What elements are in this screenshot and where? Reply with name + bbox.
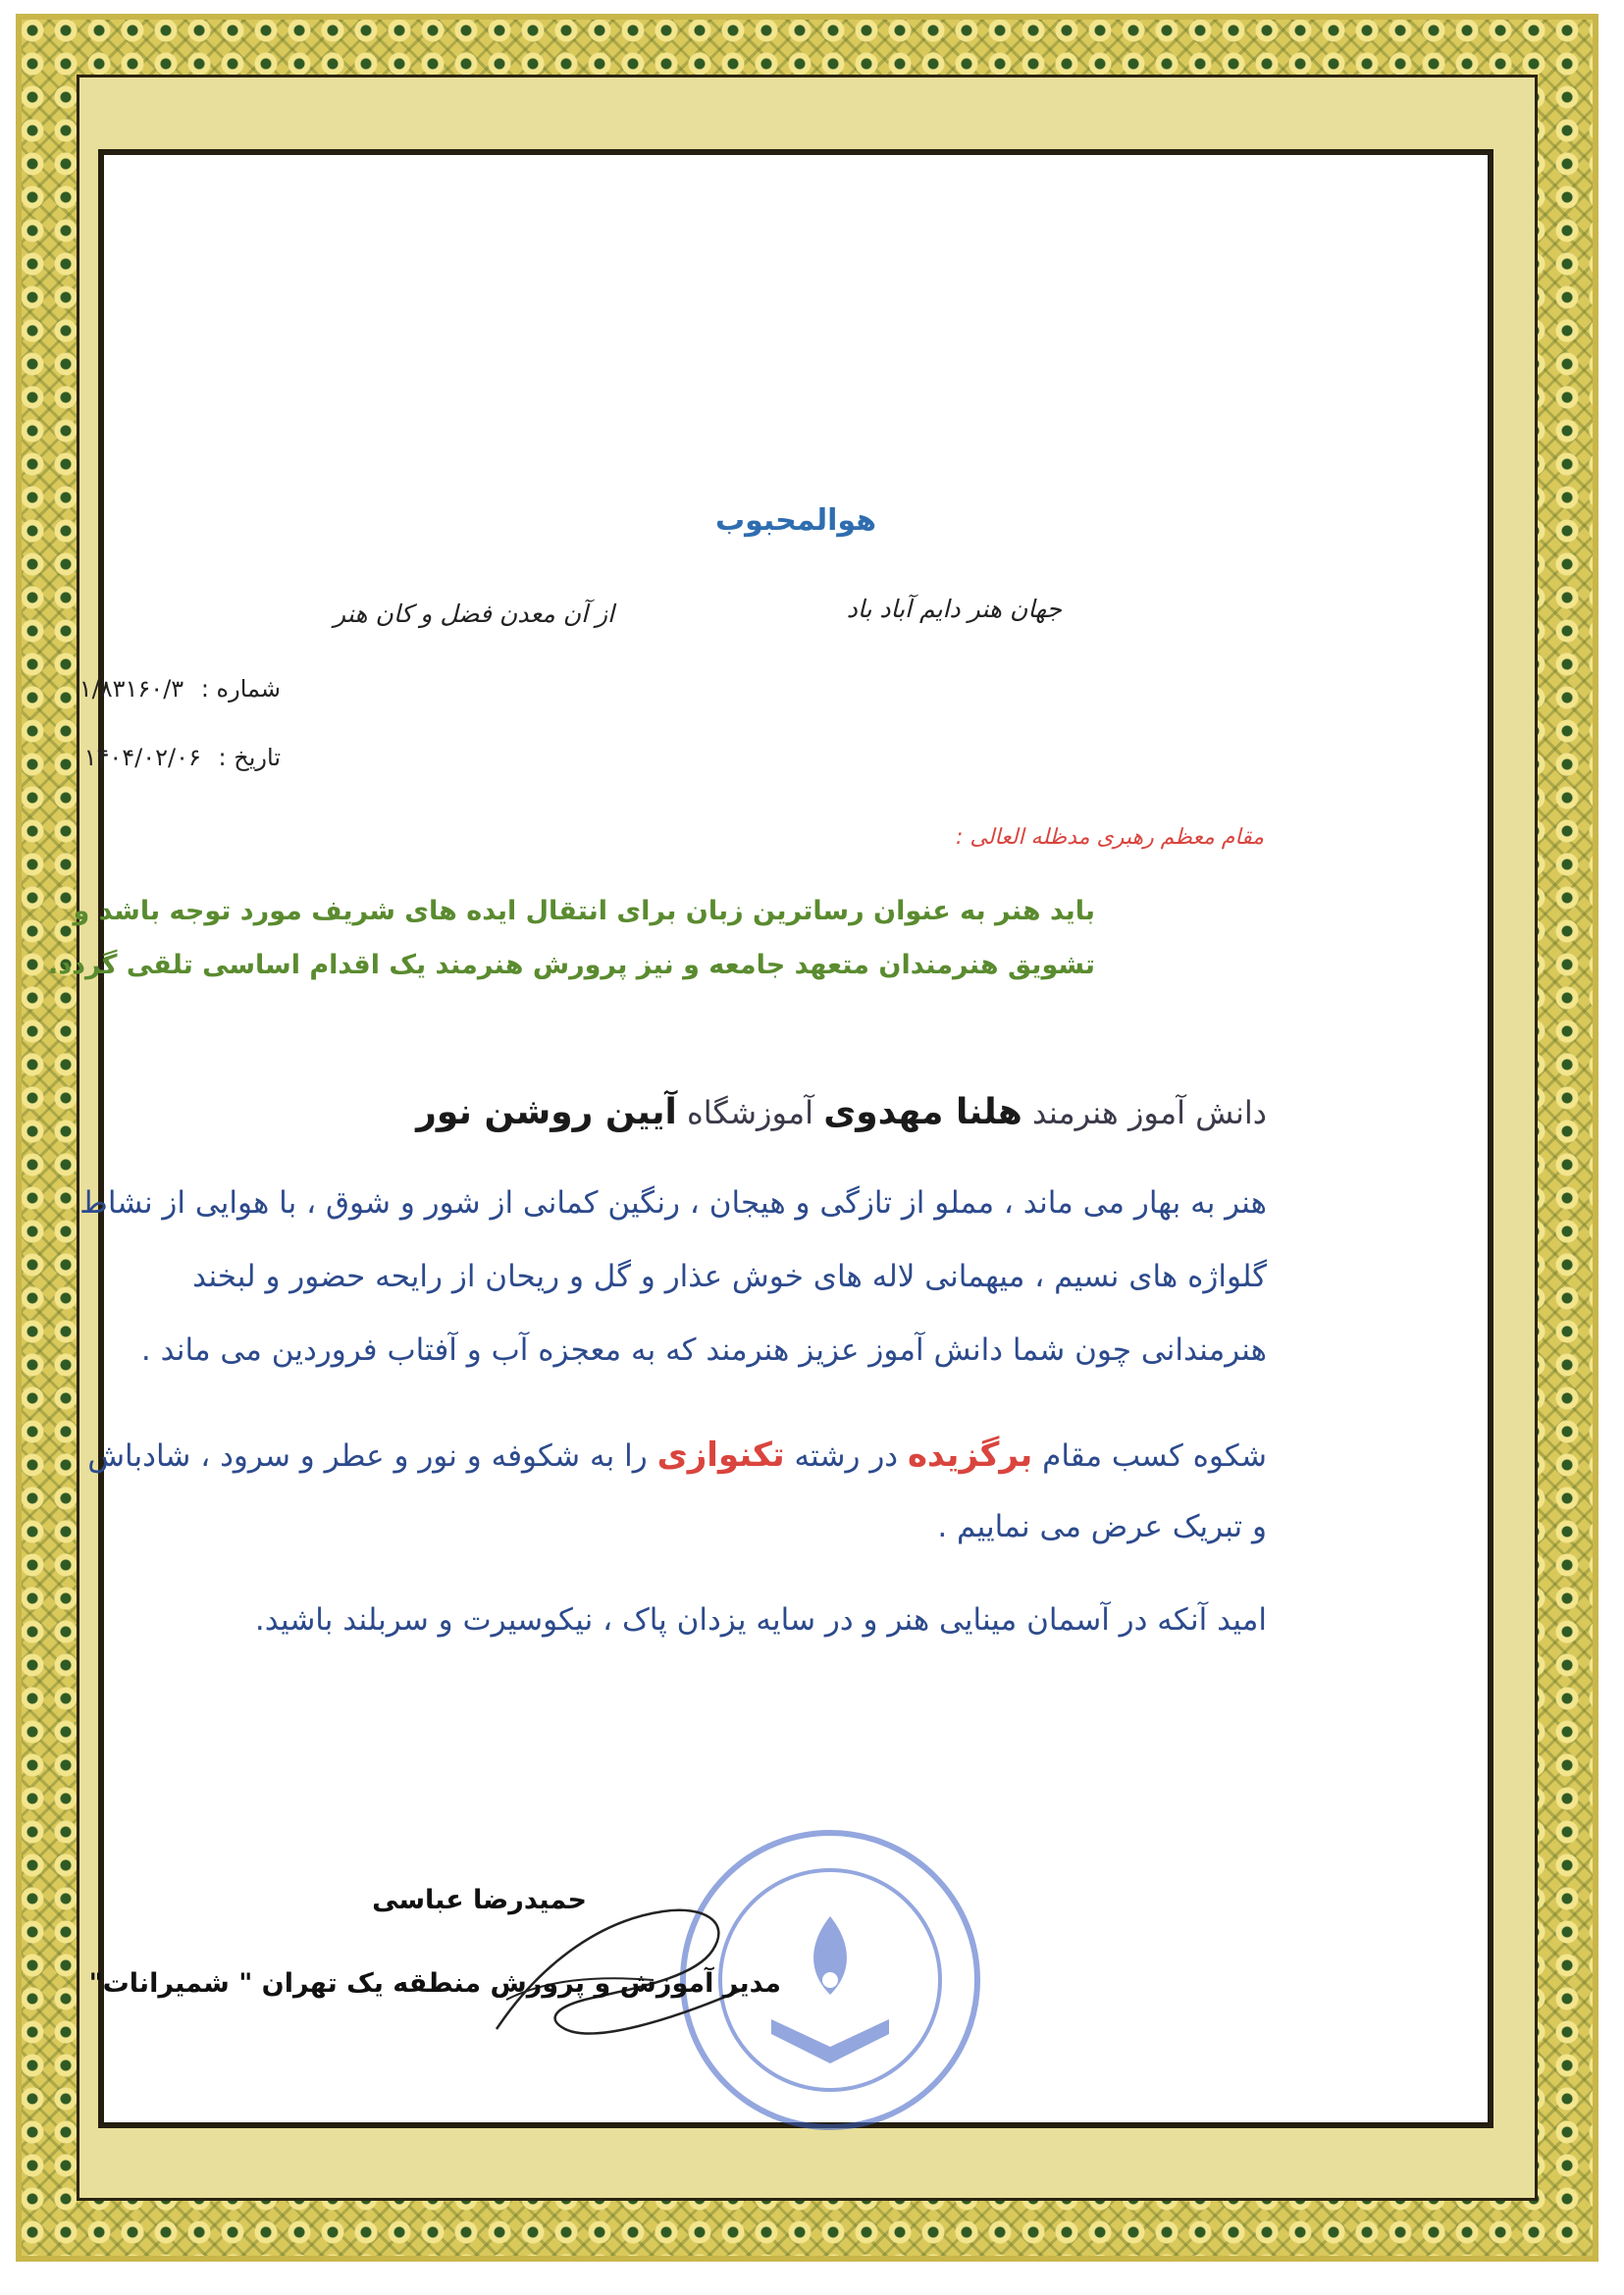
number-value: ۱/۸۳۱۶۰/۳	[79, 675, 184, 703]
recipient-prefix: دانش آموز هنرمند	[1032, 1094, 1267, 1131]
para2-pre: شکوه کسب مقام	[1042, 1438, 1267, 1474]
letter-number	[79, 675, 281, 703]
number-label: شماره :	[200, 675, 281, 703]
school-prefix: آموزشگاه	[687, 1094, 814, 1131]
signer-title: مدیر آموزش و پرورش منطقه یک تهران " شمیرانات"	[88, 1968, 781, 1999]
recipient-name: هلنا مهدوی	[823, 1092, 1022, 1132]
letter-date	[84, 744, 281, 771]
paragraph-2-line-1	[87, 1435, 1267, 1475]
paragraph-1-line-3: هنرمندانی چون شما دانش آموز عزیز هنرمند که به معجزه آب و آفتاب فروردین می ماند .	[140, 1332, 1267, 1368]
date-label: تاریخ :	[218, 744, 281, 771]
field-highlight: تکنوازی	[656, 1435, 785, 1475]
page-title: هوالمحبوب	[714, 503, 877, 538]
rank-highlight: برگزیده	[907, 1435, 1033, 1475]
para2-mid: در رشته	[794, 1438, 899, 1474]
certificate-paper	[48, 149, 1493, 2128]
school-name: آیین روشن نور	[416, 1092, 677, 1132]
date-value: ۱۴۰۴/۰۲/۰۶	[83, 744, 201, 771]
para2-post: را به شکوفه و نور و عطر و سرود ، شادباش	[87, 1438, 648, 1474]
paragraph-2-line-2: و تبریک عرض می نماییم .	[937, 1509, 1267, 1544]
quote-line-1: باید هنر به عنوان رساترین زبان برای انتقال ایده های شریف مورد توجه باشد و	[73, 896, 1095, 926]
quote-line-2: تشویق هنرمندان متعهد جامعه و نیز پرورش هنرمند یک اقدام اساسی تلقی گردد.	[48, 950, 1095, 980]
paragraph-1-line-2: گلواژه های نسیم ، میهمانی لاله های خوش عذار و گل و ریحان از رایحه حضور و لبخند	[192, 1259, 1267, 1294]
quote-attribution: مقام معظم رهبری مدظله العالی :	[955, 825, 1264, 850]
poem-line-left: از آن معدن فضل و کان هنر	[334, 600, 614, 628]
paragraph-3: امید آنکه در آسمان مینایی هنر و در سایه یزدان پاک ، نیکوسیرت و سربلند باشید.	[254, 1602, 1267, 1638]
poem-line-right: جهان هنر دایم آباد باد	[846, 595, 1062, 623]
paragraph-1-line-1: هنر به بهار می ماند ، مملو از تازگی و هیجان ، رنگین کمانی از شور و شوق ، با هوایی از نشاط	[79, 1185, 1267, 1221]
signer-name: حمیدرضا عباسی	[372, 1885, 587, 1915]
recipient-line	[416, 1092, 1267, 1132]
